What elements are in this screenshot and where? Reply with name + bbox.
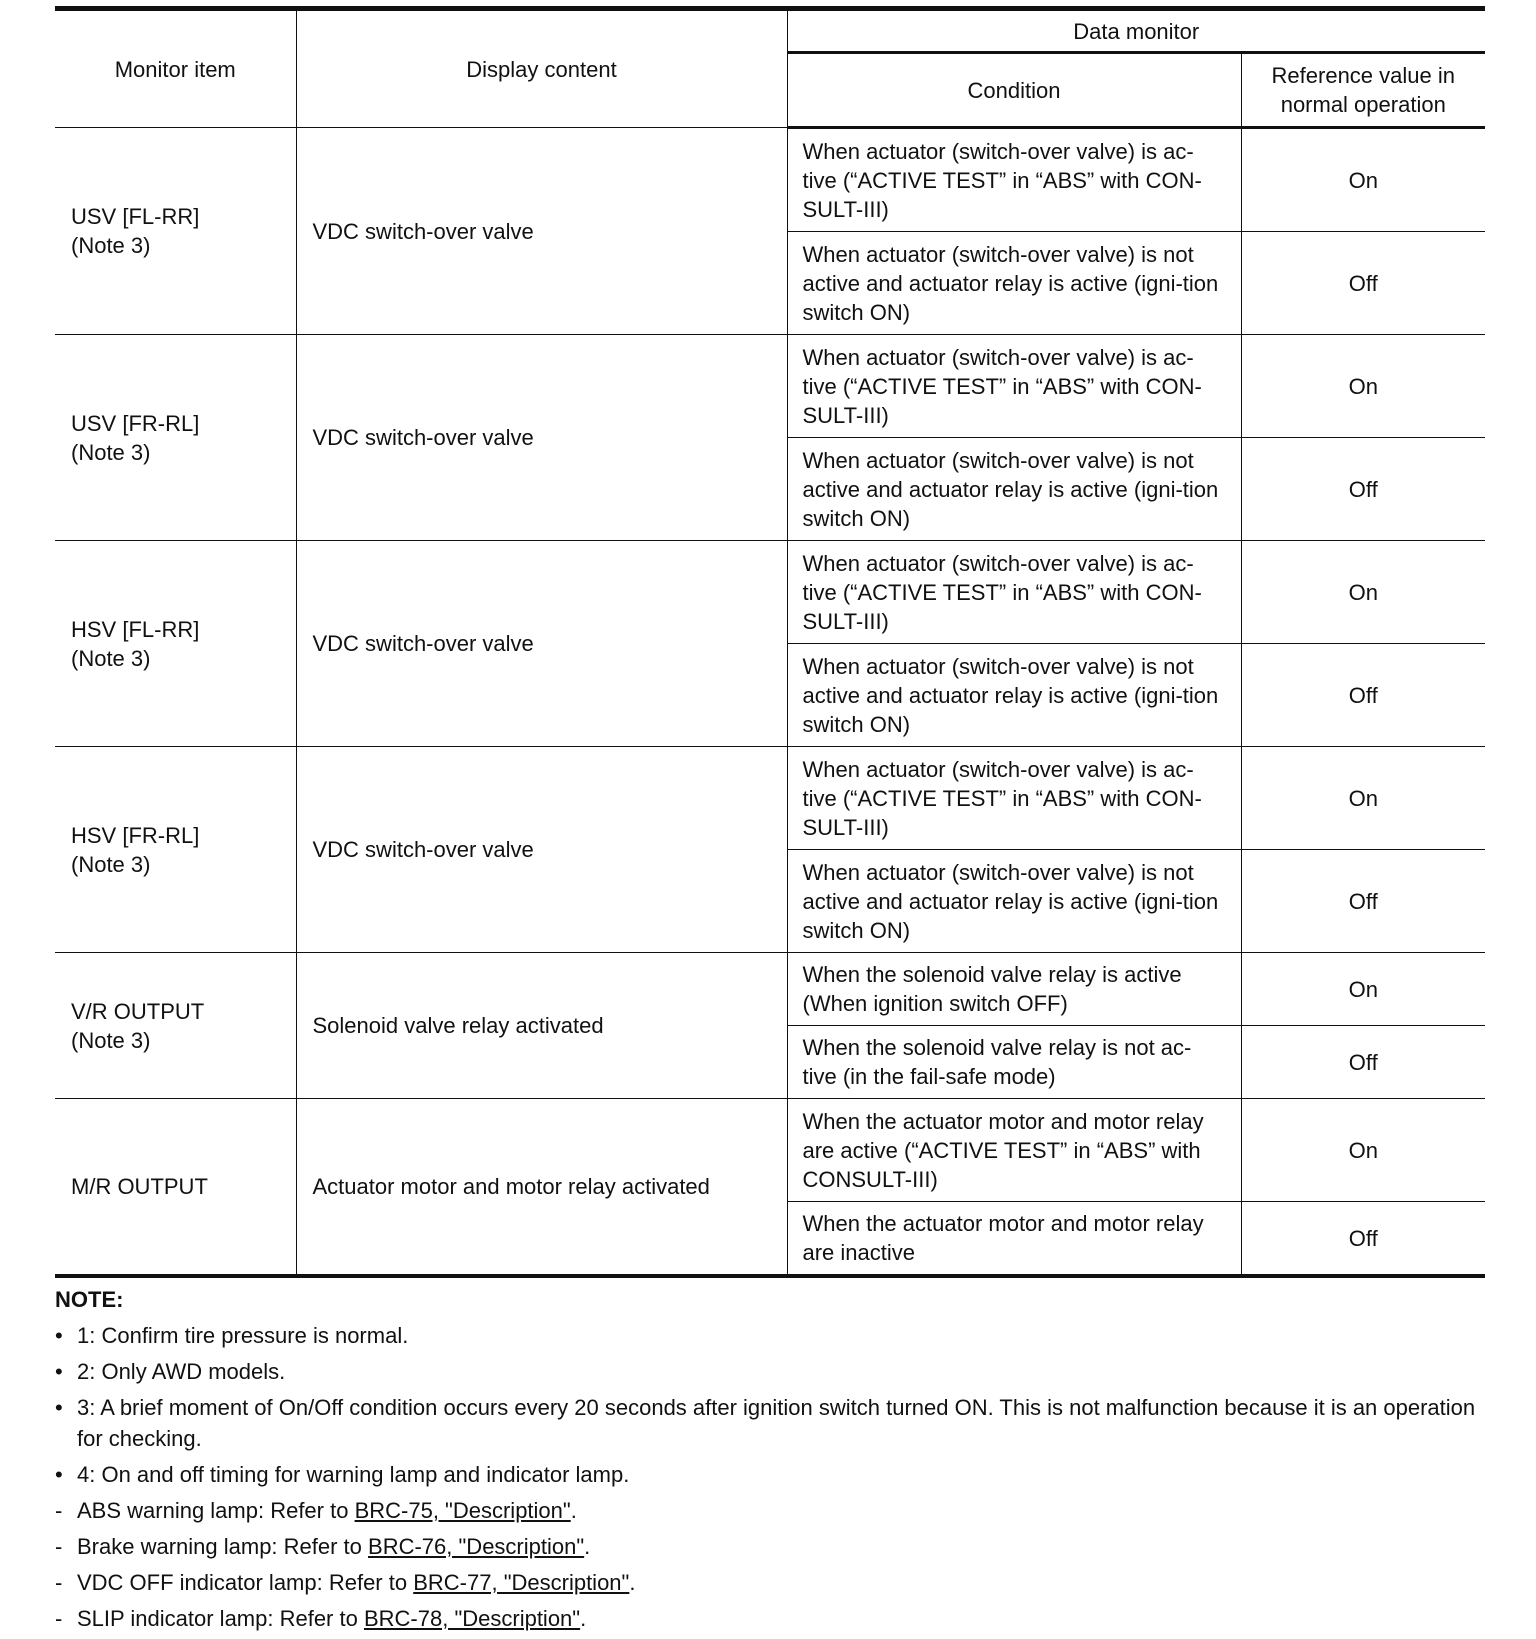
- monitor-item-name: HSV [FR-RL]: [71, 822, 200, 848]
- reference-value-cell: Off: [1241, 438, 1485, 541]
- reference-item: [55, 1603, 1485, 1634]
- monitor-item-name: M/R OUTPUT: [71, 1174, 208, 1199]
- bullet-icon: •: [55, 1323, 63, 1348]
- reference-link-brc-78[interactable]: BRC-78, "Description": [363, 1606, 581, 1631]
- header-reference-value: Reference value in normal operation: [1241, 53, 1485, 128]
- reference-value-cell: Off: [1241, 232, 1485, 335]
- monitor-item-cell: [55, 953, 296, 1099]
- reference-end: .: [570, 1498, 577, 1523]
- dash-icon: -: [55, 1498, 63, 1523]
- monitor-item-name: HSV [FL-RR]: [71, 616, 200, 642]
- display-content-cell: VDC switch-over valve: [296, 335, 787, 541]
- reference-value-cell: Off: [1241, 850, 1485, 953]
- note-item: [55, 1392, 1485, 1454]
- monitor-item-name: USV [FL-RR]: [71, 204, 200, 229]
- condition-cell: When actuator (switch-over valve) is not active and actuator relay is active (igni-tion switch ON): [787, 644, 1241, 747]
- reference-value-cell: On: [1241, 541, 1485, 644]
- reference-item: [55, 1495, 1485, 1526]
- reference-value-cell: On: [1241, 953, 1485, 1026]
- notes-section: [55, 1284, 1485, 1634]
- monitor-item-note: (Note 3): [71, 851, 151, 877]
- monitor-item-note: (Note 3): [71, 1027, 151, 1053]
- dash-icon: -: [55, 1606, 63, 1631]
- header-monitor-item: Monitor item: [55, 9, 296, 128]
- note-text: 2: Only AWD models.: [77, 1359, 286, 1384]
- dash-icon: -: [55, 1570, 63, 1595]
- reference-link-brc-75[interactable]: BRC-75, "Description": [354, 1498, 571, 1523]
- reference-value-cell: Off: [1241, 1026, 1485, 1099]
- reference-item: [55, 1531, 1485, 1562]
- bullet-icon: •: [55, 1462, 63, 1487]
- document: [55, 6, 1485, 1639]
- header-data-monitor: Data monitor: [787, 9, 1485, 53]
- condition-cell: When actuator (switch-over valve) is ac-tive (“ACTIVE TEST” in “ABS” with CON-SULT-III): [787, 128, 1241, 232]
- monitor-item-note: (Note 3): [71, 233, 151, 258]
- reference-value-cell: On: [1241, 335, 1485, 438]
- condition-cell: When the solenoid valve relay is active (When ignition switch OFF): [787, 953, 1241, 1026]
- monitor-item-cell: [55, 335, 296, 541]
- reference-end: .: [584, 1534, 591, 1559]
- condition-cell: When the actuator motor and motor relay are active (“ACTIVE TEST” in “ABS” with CONSULT-III): [787, 1099, 1241, 1202]
- note-text: 4: On and off timing for warning lamp and indicator lamp.: [77, 1462, 630, 1487]
- condition-cell: When actuator (switch-over valve) is not active and actuator relay is active (igni-tion switch ON): [787, 438, 1241, 541]
- header-condition: Condition: [787, 53, 1241, 128]
- monitor-item-name: USV [FR-RL]: [71, 410, 200, 436]
- display-content-cell: VDC switch-over valve: [296, 541, 787, 747]
- bullet-icon: •: [55, 1359, 63, 1384]
- reference-text: ABS warning lamp: Refer to: [77, 1498, 355, 1523]
- notes-title: NOTE:: [55, 1287, 124, 1312]
- reference-end: .: [629, 1570, 636, 1595]
- monitor-item-name: V/R OUTPUT: [71, 998, 205, 1024]
- condition-cell: When actuator (switch-over valve) is ac-tive (“ACTIVE TEST” in “ABS” with CON-SULT-III): [787, 747, 1241, 850]
- reference-value-cell: On: [1241, 128, 1485, 232]
- reference-text: VDC OFF indicator lamp: Refer to: [77, 1570, 414, 1595]
- note-item: [55, 1320, 1485, 1351]
- reference-value-cell: On: [1241, 1099, 1485, 1202]
- monitor-item-cell: [55, 128, 296, 335]
- monitor-item-cell: [55, 747, 296, 953]
- reference-text: SLIP indicator lamp: Refer to: [77, 1606, 364, 1631]
- reference-link-brc-77[interactable]: BRC-77, "Description": [413, 1570, 630, 1595]
- reference-value-cell: On: [1241, 747, 1485, 850]
- header-display-content: Display content: [296, 9, 787, 128]
- display-content-cell: Actuator motor and motor relay activated: [296, 1099, 787, 1277]
- note-item: [55, 1356, 1485, 1387]
- reference-link-brc-76[interactable]: BRC-76, "Description": [368, 1534, 585, 1559]
- condition-cell: When actuator (switch-over valve) is ac-tive (“ACTIVE TEST” in “ABS” with CON-SULT-III): [787, 335, 1241, 438]
- display-content-cell: Solenoid valve relay activated: [296, 953, 787, 1099]
- note-text: 3: A brief moment of On/Off condition occurs every 20 seconds after ignition switch turned ON. This is not malfunction because it is an operation for checking.: [77, 1395, 1476, 1451]
- reference-value-cell: Off: [1241, 644, 1485, 747]
- condition-cell: When the actuator motor and motor relay are inactive: [787, 1202, 1241, 1277]
- display-content-cell: VDC switch-over valve: [296, 128, 787, 335]
- dash-icon: -: [55, 1534, 63, 1559]
- note-item: [55, 1459, 1485, 1490]
- reference-item: [55, 1567, 1485, 1598]
- reference-value-cell: Off: [1241, 1202, 1485, 1277]
- monitor-item-note: (Note 3): [71, 645, 151, 671]
- data-monitor-table: [55, 6, 1485, 1278]
- condition-cell: When actuator (switch-over valve) is ac-tive (“ACTIVE TEST” in “ABS” with CON-SULT-III): [787, 541, 1241, 644]
- monitor-item-cell: [55, 1099, 296, 1277]
- note-text: 1: Confirm tire pressure is normal.: [77, 1323, 409, 1348]
- bullet-icon: •: [55, 1395, 63, 1420]
- reference-text: Brake warning lamp: Refer to: [77, 1534, 369, 1559]
- condition-cell: When the solenoid valve relay is not ac-tive (in the fail-safe mode): [787, 1026, 1241, 1099]
- display-content-cell: VDC switch-over valve: [296, 747, 787, 953]
- monitor-item-note: (Note 3): [71, 439, 151, 465]
- reference-end: .: [580, 1606, 587, 1631]
- condition-cell: When actuator (switch-over valve) is not active and actuator relay is active (igni-tion switch ON): [787, 232, 1241, 335]
- condition-cell: When actuator (switch-over valve) is not active and actuator relay is active (igni-tion switch ON): [787, 850, 1241, 953]
- monitor-item-cell: [55, 541, 296, 747]
